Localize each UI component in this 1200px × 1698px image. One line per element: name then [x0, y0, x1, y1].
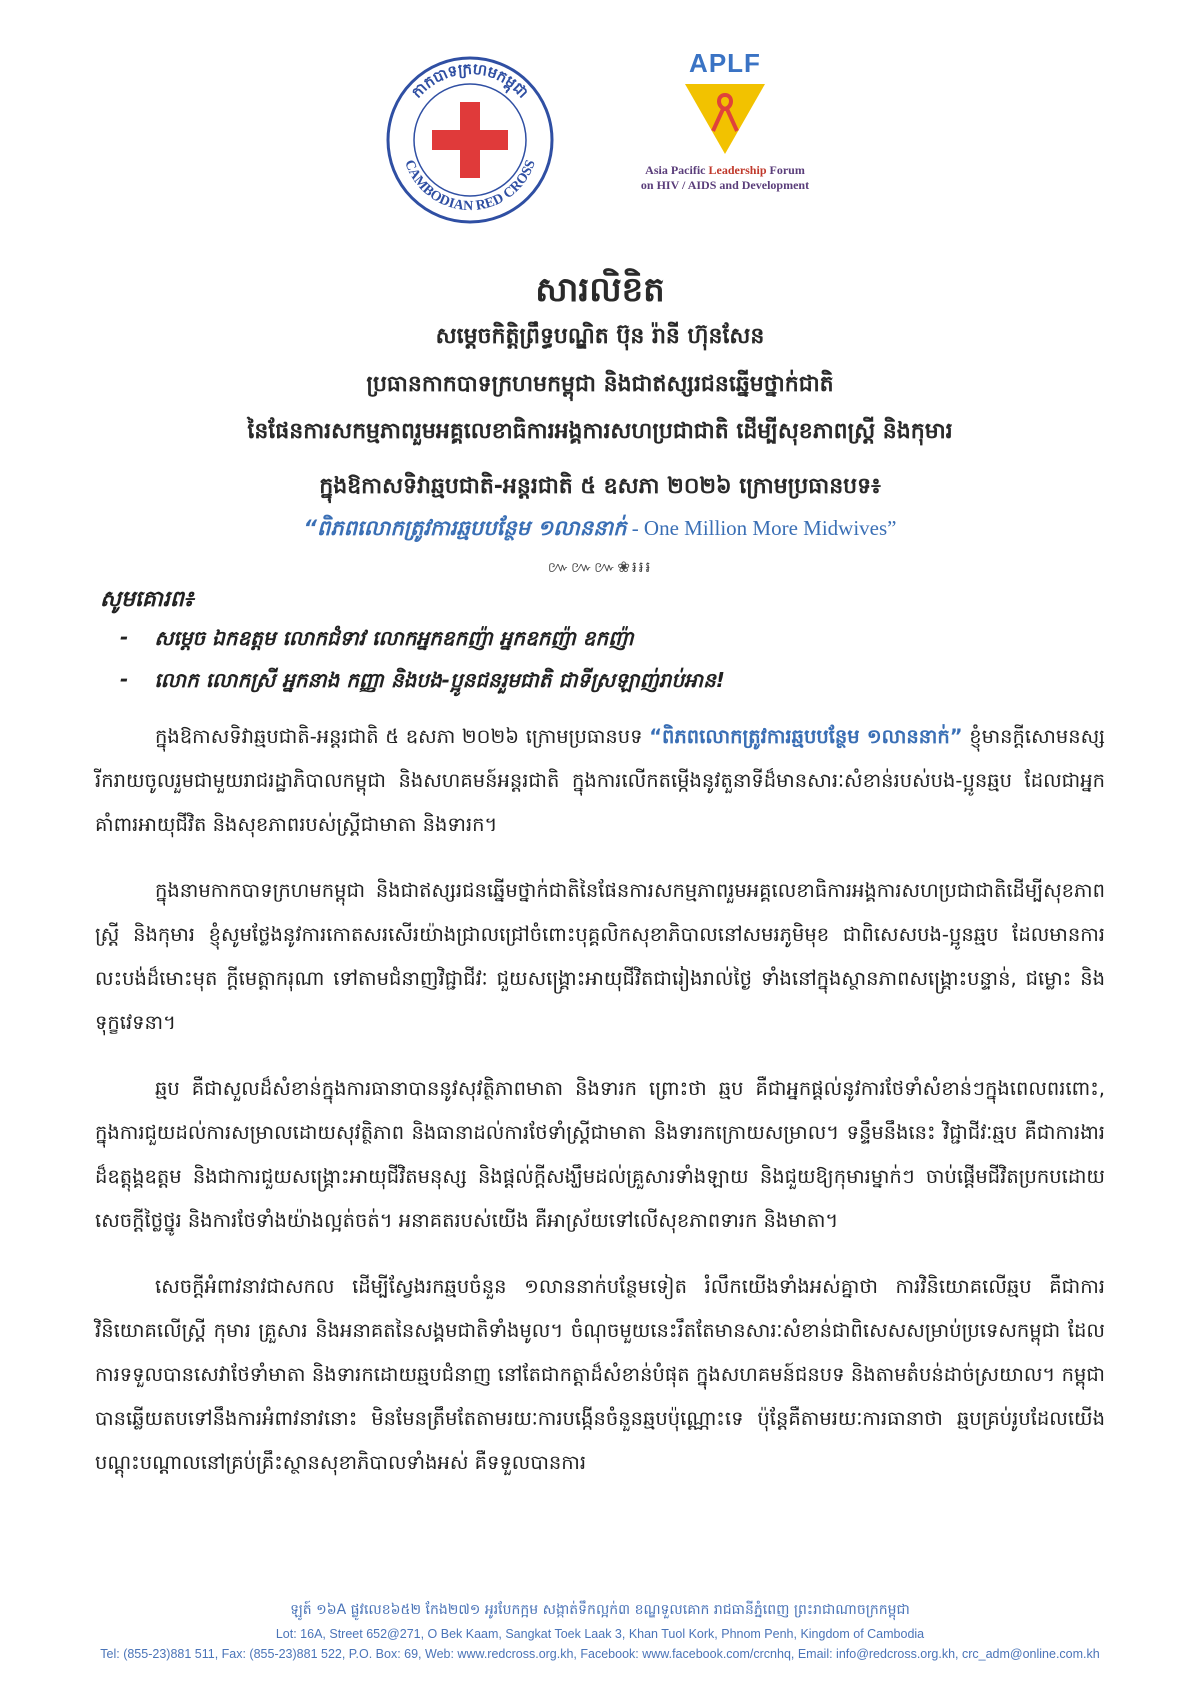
theme-highlight: “ពិភពលោកត្រូវការឆ្មបបន្ថែម ១លាននាក់”: [649, 725, 963, 748]
footer-address-english: Lot: 16A, Street 652@271, O Bek Kaam, Sangkat Toek Laak 3, Khan Tuol Kork, Phnom Penh, Kingdom of Cambodia: [275, 1627, 925, 1641]
paragraph-4: សេចក្តីអំពាវនាវជាសកល ដើម្បីស្វែងរកឆ្មបចំនួន ១លាននាក់បន្ថែមទៀត រំលឹកយើងទាំងអស់គ្នាថា ការវិនិយោគលើឆ្មប គឺជាការវិនិយោគលើស្ត្រី កុមារ គ្រួសារ និងអនាគតនៃសង្គមជាតិទាំងមូល។ ចំណុចមួយនេះរឹតតែមានសារៈសំខាន់ជាពិសេសសម្រាប់ប្រទេសកម្ពុជា ដែលការទទួលបានសេវាថែទាំមាតា និងទារកដោយឆ្មបជំនាញ នៅតែជាកត្តាដ៏សំខាន់បំផុត ក្នុងសហគមន៍ជនបទ និងតាមតំបន់ដាច់ស្រយាល។ កម្ពុជាបានឆ្លើយតបទៅនឹងការអំពាវនាវនោះ មិនមែនត្រឹមតែតាមរយៈការបង្កើនចំនួនឆ្មបប៉ុណ្ណោះទេ ប៉ុន្តែគឺតាមរយៈការធានាថា ឆ្មបគ្រប់រូបដែលយើងបណ្តុះបណ្តាលនៅគ្រប់គ្រឹះស្ថានសុខាភិបាលទាំងអស់ គឺទទួលបានការ: [95, 1275, 1105, 1474]
aplf-acronym: APLF: [689, 48, 761, 78]
author-name: សម្តេចកិត្តិព្រឹទ្ធបណ្ឌិត ប៊ុន រ៉ានី ហ៊ុនសែន: [435, 324, 765, 349]
aplf-tagline-2: on HIV / AIDS and Development: [640, 178, 810, 192]
paragraph-3: ឆ្មប គឺជាសួលដ៏សំខាន់ក្នុងការធានាបាននូវសុវត្ថិភាពមាតា និងទារក ព្រោះថា ឆ្មប គឺជាអ្នកផ្តល់នូវការថែទាំសំខាន់ៗក្នុងពេលពរពោះ, ក្នុងការជួយដល់ការសម្រាលដោយសុវត្ថិភាព និងធានាដល់ការថែទាំស្ត្រីជាមាតា និងទារកក្រោយសម្រាល។ ទន្ទឹមនឹងនេះ វិជ្ជាជីវៈឆ្មប គឺជាការងារដ៏ឧត្តុង្គឧត្តម និងជាការជួយសង្គ្រោះអាយុជីវិតមនុស្ស និងផ្តល់ក្តីសង្ឃឹមដល់គ្រួសារទាំងឡាយ និងជួយឱ្យកុមារម្នាក់ៗ ចាប់ផ្តើមជីវិតប្រកបដោយសេចក្តីថ្លៃថ្នូរ និងការថែទាំងយ៉ាងល្អត់ចត់។ អនាគតរបស់យើង គឺអាស្រ័យទៅលើសុខភាពទារក និងមាតា។: [95, 1077, 1105, 1232]
salutation-item: - លោក លោកស្រី អ្នកនាង កញ្ញា និងបង-ប្អូនជនរួមជាតិ ជាទីស្រឡាញ់រាប់អាន!: [120, 667, 725, 692]
author-role-1: ប្រធានកាកបាទក្រហមកម្ពុជា និងជាឥស្សរជនឆ្នើមថ្នាក់ជាតិ: [366, 372, 834, 397]
ornament-divider: ៚៚៚❀៛៛៛: [547, 558, 653, 576]
salutation-label: សូមគោរព៖: [100, 587, 194, 612]
author-role-2: នៃផែនការសកម្មភាពរួមអគ្គលេខាធិការអង្គការសហប្រជាជាតិ ដើម្បីសុខភាពស្ត្រី និងកុមារ: [247, 419, 953, 444]
cambodian-red-cross-logo: [380, 50, 560, 230]
occasion-line: ក្នុងឱកាសទិវាឆ្មបជាតិ-អន្តរជាតិ ៥ ឧសភា ២០២៦ ក្រោមប្រធានបទ៖: [319, 474, 881, 499]
theme-english: - One Million More Midwives”: [626, 516, 897, 540]
theme-khmer: “ពិភពលោកត្រូវការឆ្មបបន្ថែម ១លាននាក់: [303, 516, 627, 540]
footer-contacts: Tel: (855-23)881 511, Fax: (855-23)881 522, P.O. Box: 69, Web: www.redcross.org.kh, Facebook: www.facebook.com/crcnhq, Email: info@redcross.org.kh, crc_adm@online.com.kh: [100, 1647, 1100, 1661]
paragraph-2: ក្នុងនាមកាកបាទក្រហមកម្ពុជា និងជាឥស្សរជនឆ្នើមថ្នាក់ជាតិនៃផែនការសកម្មភាពរួមអគ្គលេខាធិការអង្គការសហប្រជាជាតិដើម្បីសុខភាពស្ត្រី និងកុមារ ខ្ញុំសូមថ្លែងនូវការកោតសរសើរយ៉ាងជ្រាលជ្រៅចំពោះបុគ្គលិកសុខាភិបាលនៅសមរភូមិមុខ ជាពិសេសបង-ប្អូនឆ្មប ដែលមានការលះបង់ដ៏មោះមុត ក្តីមេត្តាករុណា ទៅតាមជំនាញវិជ្ជាជីវៈ ជួយសង្គ្រោះអាយុជីវិតជារៀងរាល់ថ្ងៃ ទាំងនៅក្នុងស្ថានភាពសង្គ្រោះបន្ទាន់, ជម្លោះ និងទុក្ខវេទនា។: [95, 879, 1105, 1034]
aplf-tagline-1: Asia Pacific Leadership Forum: [645, 163, 805, 177]
theme-line: [60, 515, 1140, 546]
svg-text:កាកបាទក្រហមកម្ពុជា: [408, 60, 532, 102]
aplf-logo: [625, 48, 825, 218]
letterhead-footer: [0, 1600, 1200, 1661]
footer-address-khmer: ឡូត៍ ១៦A ផ្លូវលេខ៦៥២ កែង២៧១ អូរបែកក្អម សង្កាត់ទឹកល្អក់៣ ខណ្ឌទួលគោក រាជធានីភ្នំពេញ ព្រះរាជាណាចក្រកម្ពុជា: [290, 1602, 910, 1618]
crc-ring-text-top: កាកបាទក្រហមកម្ពុជា: [407, 59, 533, 102]
crc-ring-text-bottom: CAMBODIAN RED CROSS: [401, 158, 539, 215]
letter-title: សារលិខិត: [535, 270, 665, 310]
letter-body: [95, 715, 1105, 1507]
paragraph-1: ក្នុងឱកាសទិវាឆ្មបជាតិ-អន្តរជាតិ ៥ ឧសភា ២០២៦ ក្រោមប្រធានបទ “ពិភពលោកត្រូវការឆ្មបបន្ថែម ១លាននាក់” ខ្ញុំមានក្តីសោមនស្សរីករាយចូលរួមជាមួយរាជរដ្ឋាភិបាលកម្ពុជា និងសហគមន៍អន្តរជាតិ ក្នុងការលើកតម្កើងនូវតួនាទីដ៏មានសារៈសំខាន់របស់បង-ប្អូនឆ្មប ដែលជាអ្នកគាំពារអាយុជីវិត និងសុខភាពរបស់ស្ត្រីជាមាតា និងទារក។: [95, 725, 1105, 836]
salutation-item: - សម្តេច ឯកឧត្តម លោកជំទាវ លោកអ្នកឧកញ៉ា អ្នកឧកញ៉ា ឧកញ៉ា: [120, 625, 634, 650]
logo-header: [0, 40, 1200, 220]
salutation-list: [120, 625, 1100, 709]
aplf-triangle-ribbon-icon: [680, 79, 770, 159]
